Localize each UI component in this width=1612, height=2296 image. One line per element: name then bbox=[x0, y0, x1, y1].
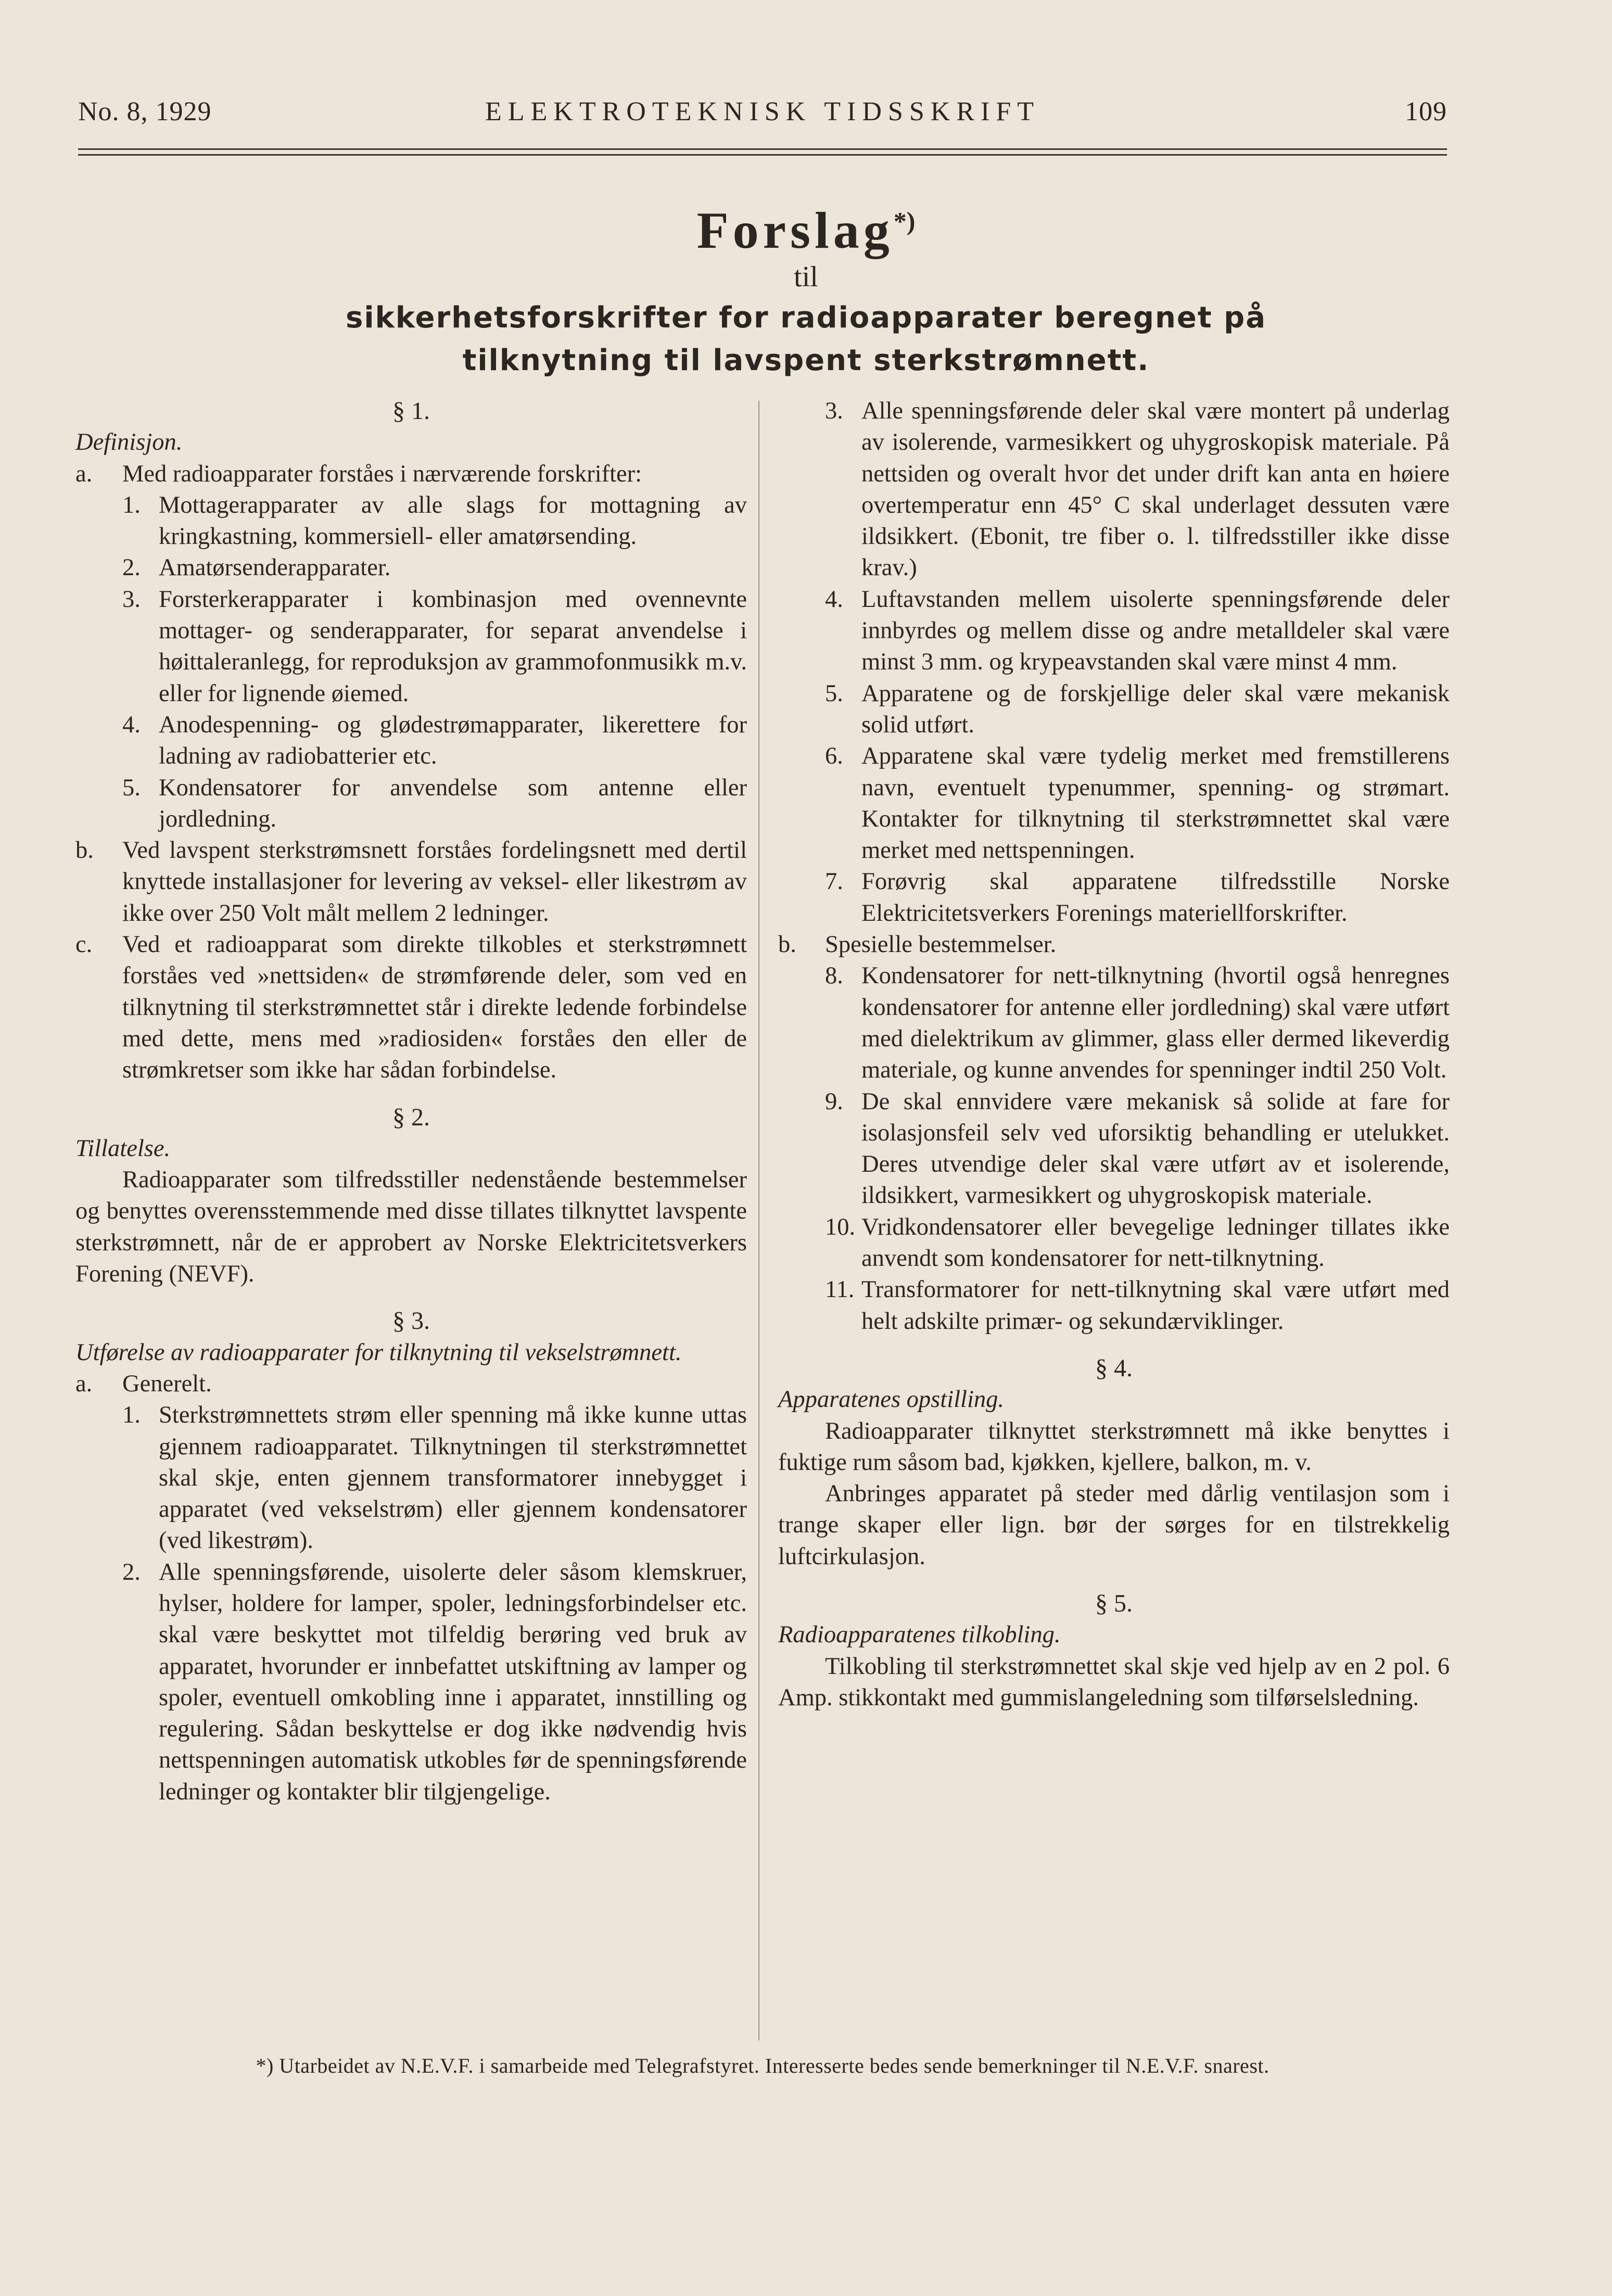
page-number: 109 bbox=[1405, 97, 1447, 126]
clause-c: c. Ved et radioapparat som direkte tilkobles et sterkstrømnett forståes ved »nettsiden« de strømførende deler, som ved en tilknytning til sterkstrømnettet står i direkte ledende forbindelse med dette, mens med »radiosiden« forståes den eller de strømkretser som ikke har sådan forbindelse. bbox=[75, 931, 747, 1084]
subtitle-line-2: tilknytning til lavspent sterkstrømnett. bbox=[462, 344, 1150, 377]
list-item: 4. Luftavstanden mellem uisolerte spenningsførende deler innbyrdes og mellem disse og andre metalldeler skal være minst 3 mm. og krypeavstanden skal være minst 4 mm. bbox=[825, 586, 1450, 676]
clause-b: b. Ved lavspent sterkstrømsnett forståes fordelingsnett med dertil knyttede installasjoner for levering av veksel- eller likestrøm av ikke over 250 Volt målt mellem 2 ledninger. bbox=[75, 837, 747, 927]
issue-number: No. 8, 1929 bbox=[78, 97, 212, 126]
section-4-paragraph-2: Anbringes apparatet på steder med dårlig ventilasjon som i trange skaper eller lign. bør der sørges for en tilstrekkelig luftcirkulasjon. bbox=[778, 1480, 1450, 1570]
footnote-mark: *) bbox=[893, 206, 916, 236]
list-item: 3. Forsterkerapparater i kombinasjon med ovennevnte mottager- og senderapparater, for separat anvendelse i høittaleranlegg, for reproduksjon av grammofonmusikk m.v. eller for lignende øiemed. bbox=[122, 586, 747, 707]
list-item: 6. Apparatene skal være tydelig merket med fremstillerens navn, eventuelt typenummer, spenning- og strømart. Kontakter for tilknytning til sterkstrømnettet skal være merket med nettspenningen. bbox=[825, 743, 1450, 864]
header-rule bbox=[78, 148, 1447, 156]
section-1-title: Definisjon. bbox=[75, 429, 183, 456]
list-item: 2. Amatørsenderapparater. bbox=[122, 554, 391, 581]
article-title bbox=[0, 200, 1612, 260]
list-item: 8. Kondensatorer for nett-tilknytning (hvortil også henregnes kondensatorer for antenne eller jordledning) skal være utført med dielektrikum av glimmer, glass eller dermed likeverdig materiale, og kunne anvendes for spenninger indtil 250 Volt. bbox=[825, 962, 1450, 1084]
footnote: *) Utarbeidet av N.E.V.F. i samarbeide med Telegrafstyret. Interesserte bedes sende bemerkninger til N.E.V.F. snarest. bbox=[256, 2054, 1270, 2077]
list-item: 4. Anodespenning- og glødestrømapparater, likerettere for ladning av radiobatterier etc. bbox=[122, 711, 747, 770]
clause-a: a. Med radioapparater forståes i nærværende forskrifter: bbox=[75, 460, 642, 487]
clause-3a: a. Generelt. bbox=[75, 1370, 212, 1397]
title-til: til bbox=[794, 261, 818, 293]
section-2-text: Radioapparater som tilfredsstiller nedenstående bestemmelser og benyttes overensstemmende med disse tillates tilknyttet lavspente sterkstrømnett, når de er approbert av Norske Elektricitetsverkers Forening (NEVF). bbox=[75, 1166, 747, 1288]
list-item: 9. De skal ennvidere være mekanisk så solide at fare for isolasjonsfeil selv ved uforsiktig behandling er utelukket. Deres utvendige deler skal være utført av et isolerende, ildsikkert, varmesikkert og uhygroskopisk materiale. bbox=[825, 1088, 1450, 1209]
title-main: Forslag bbox=[696, 201, 894, 259]
list-item: 2. Alle spenningsførende, uisolerte deler såsom klemskruer, hylser, holdere for lamper, spoler, ledningsforbindelser etc. skal være beskyttet mot tilfeldig berøring ved bruk av apparatet, hvorunder er innbefattet utskiftning av lamper og spoler, eventuell omkobling inne i apparatet, innstilling og regulering. Sådan beskyttelse er dog ikke nødvendig hvis nettspenningen automatisk utkobles før de spenningsførende ledninger og kontakter blir tilgjengelige. bbox=[122, 1558, 747, 1805]
running-header bbox=[78, 96, 1447, 133]
journal-title: ELEKTROTEKNISK TIDSSKRIFT bbox=[485, 97, 1040, 126]
list-item: 1. Mottagerapparater av alle slags for mottagning av kringkastning, kommersiell- eller amatørsending. bbox=[122, 491, 747, 550]
section-4-heading: § 4. bbox=[1095, 1354, 1133, 1382]
list-item: 11. Transformatorer for nett-tilknytning skal være utført med helt adskilte primær- og sekundærviklinger. bbox=[825, 1276, 1450, 1335]
section-4-title: Apparatenes opstilling. bbox=[778, 1386, 1004, 1413]
right-column bbox=[778, 396, 1450, 1714]
section-3-title: Utførelse av radioapparater for tilknytning til vekselstrømnett. bbox=[75, 1339, 682, 1366]
list-item: 5. Apparatene og de forskjellige deler skal være mekanisk solid utført. bbox=[825, 680, 1450, 738]
section-5-heading: § 5. bbox=[1095, 1589, 1133, 1617]
list-item: 1. Sterkstrømnettets strøm eller spenning må ikke kunne uttas gjennem radioapparatet. Tilknytningen til sterkstrømnettet skal skje, enten gjennem transformatorer innebygget i apparatet (ved vekselstrøm) eller gjennem kondensatorer (ved likestrøm). bbox=[122, 1402, 747, 1554]
section-2-title: Tillatelse. bbox=[75, 1135, 171, 1162]
section-5-text: Tilkobling til sterkstrømnettet skal skje ved hjelp av en 2 pol. 6 Amp. stikkontakt med gummislangeledning som tilførselsledning. bbox=[778, 1653, 1450, 1711]
column-divider bbox=[758, 401, 759, 2040]
section-1-heading: § 1. bbox=[392, 397, 430, 425]
list-item: 10. Vridkondensatorer eller bevegelige ledninger tillates ikke anvendt som kondensatorer for nett-tilknytning. bbox=[825, 1213, 1450, 1272]
subtitle-line-1: sikkerhetsforskrifter for radioapparater beregnet på bbox=[346, 301, 1266, 335]
section-5-title: Radioapparatenes tilkobling. bbox=[778, 1621, 1061, 1648]
section-3-heading: § 3. bbox=[392, 1307, 430, 1335]
list-item: 5. Kondensatorer for anvendelse som antenne eller jordledning. bbox=[122, 774, 747, 832]
clause-b-special: b. Spesielle bestemmelser. bbox=[778, 931, 1057, 958]
list-item: 7. Forøvrig skal apparatene tilfredsstille Norske Elektricitetsverkers Forenings materiellforskrifter. bbox=[825, 868, 1450, 927]
article-subtitle bbox=[0, 297, 1612, 382]
section-4-paragraph-1: Radioapparater tilknyttet sterkstrømnett må ikke benyttes i fuktige rum såsom bad, kjøkken, kjellere, balkon, m. v. bbox=[778, 1417, 1450, 1476]
section-2-heading: § 2. bbox=[392, 1103, 430, 1131]
list-item: 3. Alle spenningsførende deler skal være montert på underlag av isolerende, varmesikkert og uhygroskopisk materiale. På nettsiden og overalt hvor det under drift kan anta en høiere overtemperatur enn 45° C skal underlaget dessuten være ildsikkert. (Ebonit, tre fiber o. l. tilfredsstiller ikke disse krav.) bbox=[825, 398, 1450, 581]
left-column bbox=[75, 396, 747, 1808]
